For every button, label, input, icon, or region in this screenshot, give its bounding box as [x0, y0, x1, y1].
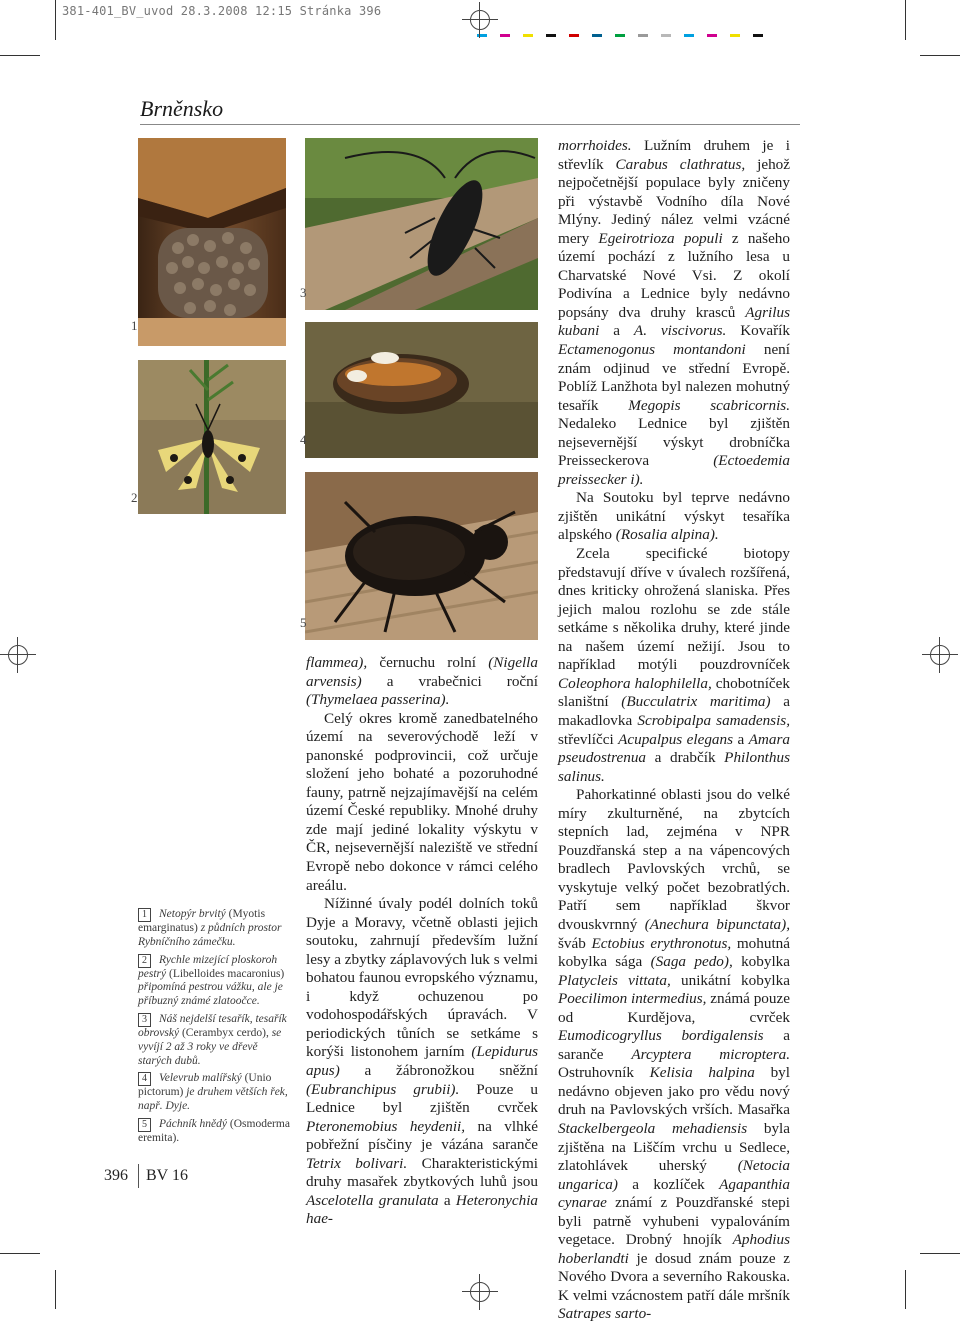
text-run: a makadlovka [558, 693, 790, 729]
text-column-right [558, 137, 790, 1324]
body-paragraph [558, 786, 790, 1324]
registration-mark-icon [0, 637, 36, 673]
text-run: Na Soutoku byl teprve nedávno zjištěn unikátní výskyt tesaříka alpského [558, 489, 790, 544]
photo-caption [138, 1072, 290, 1114]
text-run: Celý okres kromě zanedbatelného území na severovýchodě leží v panonské podprovincii, což určuje složení jeho bohaté a pozoruhodné fauny, patrně nejzajímavější na celém území České republiky. Mnohé druhy zde mají jediné lokality výskytu v ČR, nejsevernější naleziště ve střední Evropě nebo dokonce v rámci celého areálu. [306, 709, 538, 894]
text-run: Amara pseudostrenua [558, 730, 790, 767]
crop-mark [920, 1253, 960, 1254]
text-run: Acupalpus elegans [618, 730, 734, 748]
photo-owlfly [138, 360, 286, 514]
text-run: a [599, 322, 634, 340]
text-run: a [733, 730, 749, 748]
text-run: a vrabečnici roční [361, 672, 538, 690]
text-run: Agrilus kubani [558, 303, 790, 340]
text-run: Ectobius erythronotus, [591, 934, 732, 952]
text-run: Charakteristickými druhy masařek zbytkových luhů jsou [306, 1154, 538, 1191]
text-run: Pahorkatinné oblasti jsou do velké míry zkulturněné, na zbytcích stepních lad, zejména v NPR Pouzdřanská step a na vápencových bradlech Pavlovských vrchů, se vyskytuje velký počet bezobratlých. Patří sem například škvor dvouskvrnný [558, 786, 790, 933]
text-run: Kovařík [726, 322, 790, 340]
text-run: Páchník hnědý [159, 1117, 228, 1130]
text-run: Rychle mizející ploskoroh pestrý [138, 953, 278, 980]
text-run: byl nedávno objeven jako pro vědu nový druh na Pavlovských vrších. Masařka [558, 1064, 790, 1119]
text-run: se vyvíjí 2 až 3 roky ve dřevě starých dubů. [138, 1026, 282, 1067]
printer-slug: 381-401_BV_uvod 28.3.2008 12:15 Stránka 396 [62, 4, 382, 18]
text-run: (Libelloides macaronius) [166, 967, 285, 980]
crop-mark [905, 1270, 906, 1309]
caption-number: 3 [138, 1013, 151, 1027]
body-paragraph [306, 710, 538, 895]
figure-number-5: 5 [300, 615, 307, 630]
text-run: Arcyptera microptera. [631, 1045, 791, 1063]
text-run: Pteronemobius heydenii, [306, 1117, 466, 1135]
figure-number-3: 3 [300, 285, 307, 300]
text-run: Nížinné úvaly podél dolních toků Dyje a Moravy, včetně oblasti jejich soutoku, zahrnují především lužní lesy a zbytky záplavových luk s velmi bohatou faunou evropského významu, i když ochuzenou po vodohospodářských úpravách. V periodických tůních se setkáme s korýši listonohem jarním [306, 895, 538, 1061]
section-title: Brněnsko [140, 96, 224, 121]
crop-mark [55, 1270, 56, 1309]
text-run: kobylka [732, 953, 791, 971]
text-run: Stackelbergeola mehadiensis [558, 1119, 748, 1137]
text-run: (Lepidurus apus) [306, 1043, 538, 1080]
text-run: není znám odjinud ve střední Evropě. Poblíž Lanžhota byl nalezen mohutný tesařík [558, 341, 790, 414]
figure-number-1: 1 [131, 318, 138, 333]
text-run: a drabčík [646, 749, 725, 767]
caption-number: 2 [138, 954, 151, 968]
photo-mussel [305, 322, 538, 458]
text-run: a žábronožkou sněžní [339, 1062, 538, 1080]
text-run: morrhoides. [558, 137, 632, 154]
text-run: Poecilimon intermedius, [558, 990, 707, 1008]
text-run: mohutná kobylka sága [558, 934, 790, 971]
text-run: (Bucculatrix maritima) [621, 693, 771, 711]
footer-label: BV 16 [146, 1167, 188, 1184]
text-run: připomíná pestrou vážku, ale je příbuzný známé zlatoočce. [138, 981, 283, 1008]
text-run: Aphodius hoberlandti [558, 1231, 790, 1267]
crop-mark [0, 55, 40, 56]
crop-mark [55, 0, 56, 40]
text-run: a [438, 1191, 456, 1209]
text-run: je druhem větších řek, např. Dyje. [138, 1086, 288, 1113]
photo-caption [138, 908, 290, 950]
body-paragraph [306, 895, 538, 1229]
color-swatch [615, 34, 625, 37]
text-run: (Ectoedemia preissecker i). [558, 452, 790, 488]
text-run: (Myotis emarginatus) [138, 908, 266, 934]
text-run: (Unio pictorum) [138, 1072, 272, 1099]
text-run: Netopýr brvitý [159, 908, 226, 920]
text-run: známí z Pouzdřanské stepi byli patrně vyhubeni vypalováním vegetace. Drobný hnojík [558, 1194, 790, 1249]
header-divider [140, 124, 800, 125]
photo-caption [138, 1118, 290, 1146]
text-run: známá pouze od Kurdějova, cvrček [558, 990, 790, 1026]
crop-mark [920, 55, 960, 56]
photo-longhorn-beetle [305, 138, 538, 310]
color-swatch [546, 34, 556, 37]
text-run: (Osmoderma eremita). [138, 1117, 290, 1144]
caption-number: 5 [138, 1118, 151, 1132]
text-run: Náš nejdelší tesařík, tesařík obrovský [138, 1012, 287, 1039]
text-column-middle [306, 654, 538, 1229]
text-run: a saranče [558, 1027, 790, 1063]
color-swatch [707, 34, 717, 37]
color-swatch [569, 34, 579, 37]
text-run: chobotníček slaništní [558, 674, 790, 711]
text-run: z půdních prostor Rybníčního zámečku. [138, 922, 282, 948]
photo-captions [138, 908, 290, 1150]
text-run: z našeho území pochází z lužního lesa u Charvatské Nové Vsi. Z okolí Podivína a Lednice byly nedávno popsány dva druhy krasců [558, 229, 790, 321]
registration-mark-icon [922, 637, 958, 673]
color-swatch [500, 34, 510, 37]
crop-mark [0, 1253, 40, 1254]
registration-mark-icon [462, 2, 498, 38]
photo-hermit-beetle [305, 472, 538, 640]
text-run: Ectamenogonus montandoni [558, 341, 746, 359]
text-run: Egeirotrioza populi [598, 229, 723, 247]
crop-mark [905, 0, 906, 40]
footer-divider [138, 1164, 139, 1188]
text-run: Coleophora halophilella, [558, 674, 712, 692]
text-run: Philonthus salinus. [558, 749, 790, 785]
text-run: je dosud znám pouze z Nového Dvora a severního Rakouska. K velmi vzácnostem patří dále mršník [558, 1249, 790, 1304]
caption-number: 1 [138, 908, 151, 922]
body-paragraph [558, 137, 790, 489]
color-swatch [523, 34, 533, 37]
text-run: Ascelotella granulata [306, 1191, 439, 1209]
text-run: Tetrix bolivari. [306, 1154, 408, 1172]
caption-number: 4 [138, 1072, 151, 1086]
text-run: na vlhké pobřežní písčiny je vázána saranče [306, 1117, 538, 1154]
text-run: (Eubranchipus grubii). [306, 1080, 460, 1098]
text-run: (Cerambyx cerdo), [179, 1026, 272, 1039]
color-swatch [638, 34, 648, 37]
color-swatch [684, 34, 694, 37]
text-run: Megopis scabricornis. [628, 396, 790, 414]
text-run: Eumodicogryllus bordigalensis [558, 1027, 764, 1045]
text-run: Heteronychia hae- [306, 1191, 539, 1228]
color-swatch [661, 34, 671, 37]
text-run: Lužním druhem je i střevlík [558, 137, 790, 173]
text-run: Kelisia halpina [649, 1064, 755, 1082]
text-run: (Saga pedo), [650, 953, 733, 971]
figure-number-4: 4 [300, 432, 307, 447]
text-run: (Thymelaea passerina). [306, 691, 450, 709]
text-run: Scrobipalpa samadensis, [637, 711, 790, 729]
body-paragraph [558, 489, 790, 545]
text-run: unikátní kobylka [670, 971, 790, 989]
text-run: Zcela specifické biotopy představují dříve v úvalech rozšířená, dnes kriticky ohrožená slaniska. Přes jejich malou rozlohu se zde stále setkáme s několika druhy, které jinde na našem území nežijí. Jsou to například motýli pouzdrovníček [558, 545, 790, 674]
photo-bats [138, 138, 286, 346]
page-number: 396 [104, 1167, 128, 1184]
color-swatch [730, 34, 740, 37]
text-run: Pouze u Lednice byl zjištěn cvrček [306, 1080, 538, 1117]
registration-mark-icon [462, 1274, 498, 1310]
text-run: střevlíčci [558, 730, 619, 748]
color-swatch [753, 34, 763, 37]
text-run: jehož nejpočetnější populace byly zničeny při výstavbě Vodního díla Nové Mlýny. Jediný nález velmi vzácné mery [558, 155, 791, 247]
photo-caption [138, 1013, 290, 1068]
text-run: A. viscivorus. [633, 322, 727, 340]
text-run: černuchu rolní [367, 654, 489, 671]
text-run: byla zjištěna na Liščím vrchu u Sedlece, zlatohlávek uherský [558, 1119, 790, 1175]
photo-caption [138, 954, 290, 1009]
text-run: (Nigella arvensis) [306, 654, 538, 690]
figure-number-2: 2 [131, 490, 138, 505]
text-run: flammea), [306, 654, 368, 671]
text-run: (Rosalia alpina). [615, 526, 719, 544]
text-run: Satrapes sarto- [558, 1305, 652, 1323]
text-run: (Netocia ungarica) [558, 1157, 790, 1193]
text-run: Velevrub malířský [159, 1072, 242, 1085]
text-run: Platycleis vittata, [558, 971, 671, 989]
text-run: Agapanthia cynarae [558, 1175, 790, 1212]
text-run: Ostruhovník [558, 1064, 650, 1082]
text-run: (Anechura bipunctata), [644, 915, 791, 933]
text-run: Nedaleko Lednice byl zjištěn nejsevernější výskyt drobníčka Preisseckerova [558, 415, 790, 470]
color-swatch [592, 34, 602, 37]
text-run: a kozlíček [617, 1175, 720, 1193]
text-run: Carabus clathratus, [615, 155, 746, 173]
body-paragraph [558, 545, 790, 786]
body-paragraph [306, 654, 538, 710]
text-run: šváb [558, 934, 592, 952]
